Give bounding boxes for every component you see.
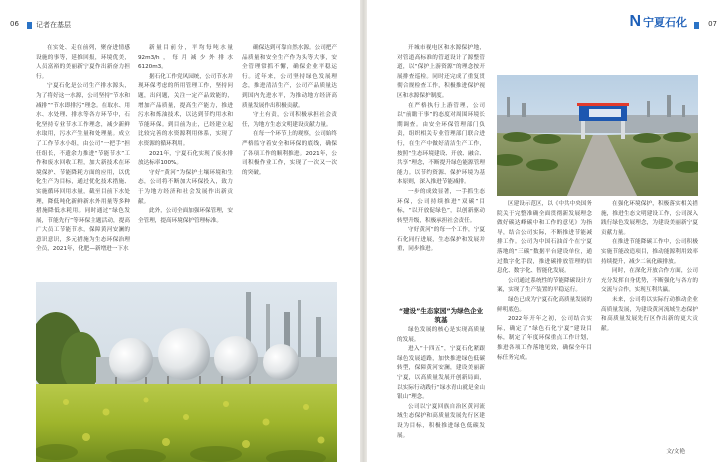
paragraph: 绿色发展的核心是实现高质量的发展。	[397, 327, 485, 343]
paragraph: 2022年开年之初，公司结合实际，确定了“绿色石化宁夏”建设目标，制定了年度环保重点工作计划，推进各项工作落地见效，确保全年目标任务完成。	[497, 316, 592, 361]
left-page	[0, 0, 360, 462]
right-column-1b	[397, 326, 485, 462]
left-column-2	[138, 44, 233, 278]
paragraph: 在推进节能降碳工作中，公司积极实施节能改造项目，推动能源利用效率持续提升，减少二氧化碳排放。	[601, 239, 698, 265]
paragraph: 此外，公司全面加强环保管理，安全管理，提高环境保护管理标准。	[138, 208, 233, 224]
paragraph: 公司以宁夏回族自治区黄河流域生态保护和高质量发展先行区建设为目标，积极推进绿色低碳发展。	[397, 403, 485, 439]
right-column-2	[497, 200, 592, 462]
paragraph: 新量目前分，平均每吨水量92m3/h，每月减少外排水6120m3。	[138, 45, 233, 71]
paragraph: 守土有责，公司积极承担社会责任，为地方生态文明建设贡献力量。	[242, 112, 337, 128]
paragraph: 开城市视电区和水源保护地，对管道高标准的管道设计了源整管道，以“保护上游资源”的理念按开展排查巡检。同时还完成了重复贯彻合规检查工作，积极推进保护视区和水源保护制度。	[397, 45, 485, 99]
paragraph: 在每一个环节上的观察，公司始终严格监守着安全和环保的底线，确保了各项工作的顺利推进。2021年，公司积极作业工作，实现了一次又一次的突破。	[242, 131, 337, 176]
paragraph: 绿色已成为宁夏石化高质量发展的鲜明底色。	[497, 296, 592, 313]
paragraph: 在强化环境保护，积极落实相关措施，推进生态文明建设工作，公司深入践行绿色发展理念，为建设美丽新宁夏贡献力量。	[601, 201, 698, 236]
paragraph: 区建设示范区，以《中共中央国务院关于完整准确全面贯彻新发展理念做好碳达峰碳中和工作的意见》为指导，结合公司实际，不断推进节能减排工作。公司为中国石油首个在宁夏落地的“三碳”数据平台建设单位，通过数字化手段，推进碳排放管理的信息化、数字化、智能化发展。	[497, 201, 592, 275]
right-page-number: 07	[708, 20, 717, 28]
paragraph: 同时，在深化开放合作方面，公司充分发挥自身优势，不断强化与各方的交流与合作，实现互利共赢。	[601, 268, 698, 294]
paragraph: 在严格执行上游管理，公司以“前瞻干事”的态度对周围环境长期调查。由安全环保管理部门负责，组织相关专业管理部门联合进行，在生产中做好清洁生产工作，按照“生态环境建设、开放、融合、共享”理念，不断提升绿色能源管理能力。以节约资源、保护环境为基本原则，深入推进节能减排。	[397, 102, 485, 186]
paragraph: 在实处、走在前列，聚奋进情感设施的事等，延推回报，环境优美，人员富裕的美丽新宁夏作出新奋力担行。	[36, 45, 130, 80]
paragraph: 守好黄河“的每一个工作，宁夏石化同行进展，生态保护和发展并重，同步推进。	[397, 227, 485, 253]
paragraph: 未来，公司将以实际行动推动企业高质量发展，为建设黄河流域生态保护和高质量发展先行区作出新的更大贡献。	[601, 296, 698, 332]
paragraph: 宁夏石化是公司生产排水源头，为了将好这一水源，公司坚持“节水和减排”“节水即排污”理念。在取水、用水、水处理、排水等各方环节中，石化坚持专业节水工作理念，减少新鲜水取用，污水产生量和处理量。成立了工作节水小组，由公司“一把手”担任组长，不遗余力推进“节能节水”工作和废水回收工程，加大新技术在环境保护、节能降耗方面的应用，以优化生产为目标，通过优化技术措施、实施循环回用水量，截至目前下水处理，降低吨化新鲜新水外用量等多种措施降低水耗用。同时通过“绿色发展，节能先行”等环保主题活动，提高广大员工节能节水，保障黄河安澜的意识意识，多元措施为生态环保治理全员，2021年，化肥—新增进一下水	[36, 83, 130, 253]
paragraph: 确保达到可靠自然水源。公司把产品质量和安全生产作为头等大事，安全管理常抓不懈，确保企业平稳运行。近年来，公司坚持绿色发展理念，推进清洁生产，公司产品质量达到国内先进水平，为推动地方经济高质量发展作出积极贡献。	[242, 45, 337, 109]
refinery-gate-photo	[497, 75, 698, 196]
left-column-3	[242, 44, 337, 278]
paragraph: 一步的成效显著，一手抓生态环保，公司持续推进“双碳”目标，“以开放促绿色”，以创新驱动转型升级，积极承担社会责任。	[397, 188, 485, 224]
section-title: 记者在基层	[36, 21, 71, 29]
refinery-tanks-photo	[36, 282, 337, 462]
page-gutter	[360, 0, 367, 462]
header-accent-bar	[694, 22, 699, 29]
paragraph: 公司通过系统性的节能降碳设计方案，实现了生产装置的平稳运行。	[497, 277, 592, 294]
company-logo	[629, 14, 687, 30]
header-accent-bar	[27, 22, 32, 29]
right-page-header	[367, 0, 727, 40]
paragraph: 据石化工作党风园统，公司节水并现环保考虑的所用管理工作，坚持问题，出问题，关注一定产品效能的，增加产品质量，提高生产能力，推进污水和炼油技术，以达到节约用水和节能环保。到目前为止，已经建立起比较完善的水资源利用体系，实现了水资源的循环利用。	[138, 73, 233, 147]
author-credit: 文/文艳	[666, 449, 685, 455]
paragraph: 进入“十四五”，宁夏石化紧跟绿色发展道路，加快推进绿色低碳转型，保障黄河安澜，建设美丽新宁夏，以高质量发展开创新局面，以实际行动践行“绿水青山就是金山银山”理念。	[397, 346, 485, 401]
right-column-3	[601, 200, 698, 444]
logo-text: 宁夏石化	[643, 17, 687, 29]
left-column-1	[36, 44, 130, 255]
section-subheading: “建设”生态家园”为绿色企业筑基	[398, 307, 484, 324]
paragraph: 守好“黄河”为保护土壤环境和生态，公司将不断加大环保投入，致力于为地方经济和社会发展作出新贡献。	[138, 169, 233, 205]
left-page-number: 06	[10, 20, 19, 28]
right-column-1	[397, 44, 485, 302]
logo-mark: N	[629, 13, 641, 30]
left-page-header	[0, 0, 360, 40]
paragraph: 2021年，宁夏石化实现了废水排放达标率100%。	[138, 150, 233, 167]
